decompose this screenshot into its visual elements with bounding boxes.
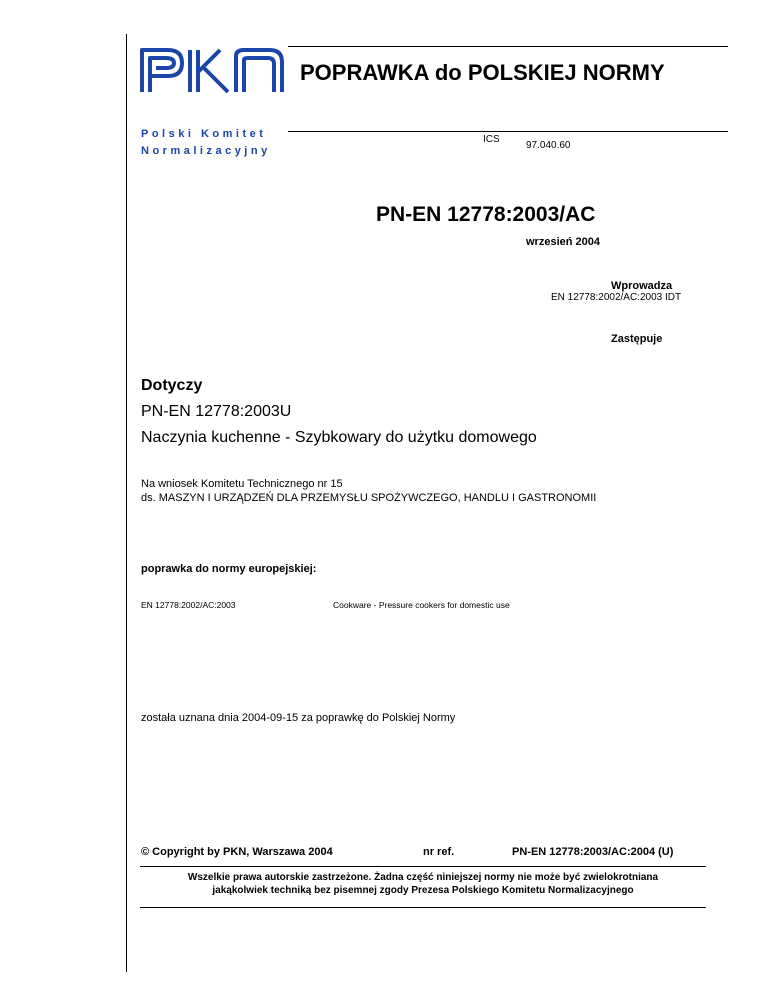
committee-line2: ds. MASZYN I URZĄDZEŃ DLA PRZEMYSŁU SPOŻYWCZEGO, HANDLU I GASTRONOMII [141,492,597,504]
rights-notice [140,871,706,897]
european-heading: poprawka do normy europejskiej: [141,563,317,575]
header-top-rule [288,46,728,47]
document-type-title: POPRAWKA do POLSKIEJ NORMY [300,60,665,85]
ref-value: PN-EN 12778:2003/AC:2004 (U) [512,846,674,858]
introduces-value: EN 12778:2002/AC:2003 IDT [551,292,682,303]
european-title: Cookware - Pressure cookers for domestic use [333,600,510,610]
footer-bottom-rule [140,907,706,908]
ics-label: ICS [483,134,500,145]
committee-line1: Na wniosek Komitetu Technicznego nr 15 [141,478,343,490]
european-code: EN 12778:2002/AC:2003 [141,600,236,610]
copyright: © Copyright by PKN, Warszawa 2004 [141,846,333,858]
pkn-logo [138,46,286,94]
ics-value: 97.040.60 [526,140,571,151]
concerns-title: Naczynia kuchenne - Szybkowary do użytku domowego [141,429,537,446]
concerns-standard: PN-EN 12778:2003U [141,403,292,420]
rights-line2: jakąkolwiek techniką bez pisemnej zgody Prezesa Polskiego Komitetu Normalizacyjnego [212,885,634,896]
left-margin-line [126,34,127,972]
publication-date: wrzesień 2004 [526,236,600,248]
org-name-line1: Polski Komitet [141,128,267,140]
approval-text: została uznana dnia 2004-09-15 za poprawkę do Polskiej Normy [141,712,456,724]
introduces-label: Wprowadza [611,280,673,292]
concerns-heading: Dotyczy [141,377,203,394]
footer-top-rule [140,866,706,867]
standard-number: PN-EN 12778:2003/AC [376,203,596,226]
replaces-label: Zastępuje [611,333,663,345]
header-mid-rule [288,131,728,132]
ref-label: nr ref. [423,846,455,858]
rights-line1: Wszelkie prawa autorskie zastrzeżone. Żadna część niniejszej normy nie może być zwielokrotniana [187,872,659,883]
org-name-line2: Normalizacyjny [141,145,271,157]
